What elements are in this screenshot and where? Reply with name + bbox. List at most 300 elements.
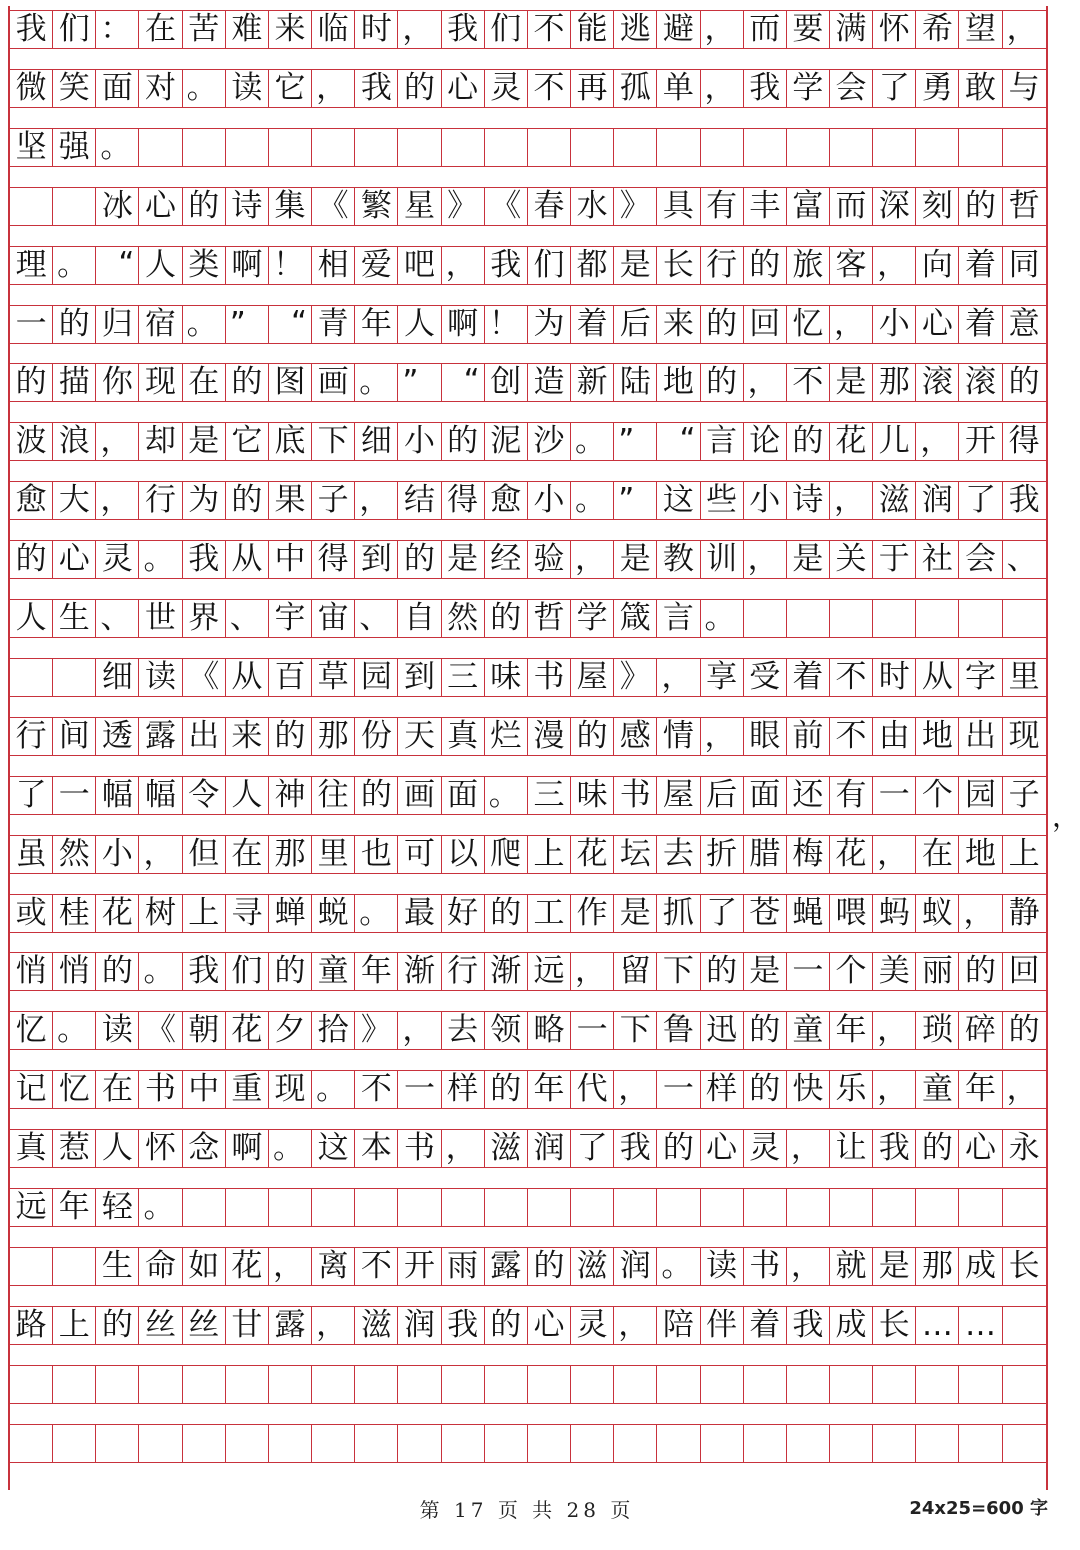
grid-cell: [657, 1189, 700, 1226]
grid-cell: [312, 1366, 355, 1403]
grid-cell: “: [442, 364, 485, 401]
grid-cell: 的: [701, 306, 744, 343]
margin-overflow-punctuation: ，: [1052, 800, 1080, 833]
grid-cell: 哲: [1008, 187, 1040, 224]
grid-cell: 去: [442, 1012, 485, 1049]
grid-cell: 训: [701, 541, 744, 578]
grid-cell: 的: [701, 953, 744, 990]
grid-cell: 幅: [96, 777, 139, 814]
grid-cell: 的: [398, 541, 441, 578]
grid-cell: 了: [873, 70, 916, 107]
grid-cell: 上: [1008, 835, 1040, 872]
grid-cell: 望: [959, 11, 1002, 48]
grid-cell: 着: [959, 247, 1002, 284]
grid-cell: 。: [183, 70, 226, 107]
grid-cell: 沙: [528, 423, 571, 460]
grid-cell: 青: [312, 306, 355, 343]
grid-cell: ，: [701, 718, 744, 755]
grid-cell: [355, 1425, 398, 1462]
grid-cell: 露: [269, 1307, 312, 1344]
grid-cell: 面: [96, 70, 139, 107]
grid-cell: 儿: [873, 423, 916, 460]
grid-cell: 润: [614, 1248, 657, 1285]
grid-cell: [10, 1366, 53, 1403]
grid-cell: 行: [442, 953, 485, 990]
grid-cell: 。: [571, 482, 614, 519]
grid-cell: 甘: [226, 1307, 269, 1344]
grid-cell: 惹: [53, 1130, 96, 1167]
grid-cell: ，: [312, 70, 355, 107]
grid-cell: 长: [657, 247, 700, 284]
grid-cell: 永: [1008, 1130, 1040, 1167]
grid-cell: ”: [614, 482, 657, 519]
grid-cell: ，: [787, 1248, 830, 1285]
grid-cell: [873, 129, 916, 166]
grid-cell: [10, 659, 53, 696]
grid-cell: [269, 1189, 312, 1226]
grid-cell: 然: [53, 836, 96, 873]
grid-cell: [1003, 1307, 1046, 1344]
grid-cell: ，: [96, 423, 139, 460]
grid-cell: 波: [10, 423, 53, 460]
grid-cell: 生: [53, 600, 96, 637]
grid-cell: …: [916, 1307, 959, 1344]
grid-cell: 。: [485, 777, 528, 814]
grid-cell: 拾: [312, 1012, 355, 1049]
grid-cell: 小: [528, 482, 571, 519]
grid-cell: 春: [528, 188, 571, 225]
grid-cell: 蚂: [873, 895, 916, 932]
grid-cell: ，: [139, 836, 182, 873]
grid-cell: 深: [873, 188, 916, 225]
grid-cell: 现: [269, 1071, 312, 1108]
grid-cell: 润: [398, 1307, 441, 1344]
grid-cell: 验: [528, 541, 571, 578]
grid-cell: 泥: [485, 423, 528, 460]
grid-cell: 是: [442, 541, 485, 578]
grid-cell: 润: [916, 482, 959, 519]
grid-cell: 那: [916, 1248, 959, 1285]
grid-cell: 的: [744, 247, 787, 284]
grid-cell: 社: [916, 541, 959, 578]
grid-cell: 。: [139, 953, 182, 990]
grid-cell: 图: [269, 364, 312, 401]
grid-cell: 好: [442, 895, 485, 932]
grid-cell: 的: [53, 306, 96, 343]
grid-row: [10, 1306, 1046, 1345]
grid-cell: 是: [614, 895, 657, 932]
grid-cell: 丰: [744, 188, 787, 225]
grid-cell: [571, 1189, 614, 1226]
grid-cell: 细: [355, 423, 398, 460]
grid-cell: 后: [614, 306, 657, 343]
grid-cell: 心: [53, 541, 96, 578]
grid-cell: 的: [485, 600, 528, 637]
grid-cell: 然: [442, 600, 485, 637]
grid-cell: 年: [830, 1012, 873, 1049]
grid-cell: 果: [269, 482, 312, 519]
grid-cell: 令: [183, 777, 226, 814]
grid-cell: 界: [183, 600, 226, 637]
grid-cell: 这: [312, 1130, 355, 1167]
grid-cell: 心: [701, 1130, 744, 1167]
grid-cell: 》: [614, 188, 657, 225]
grid-cell: 面: [442, 777, 485, 814]
grid-cell: 哲: [528, 600, 571, 637]
grid-cell: 间: [53, 718, 96, 755]
grid-cell: 子: [1008, 776, 1040, 813]
grid-cell: [485, 1425, 528, 1462]
grid-cell: 留: [614, 953, 657, 990]
grid-cell: 灵: [744, 1130, 787, 1167]
grid-cell: 上: [183, 895, 226, 932]
grid-cell: [398, 129, 441, 166]
grid-cell: 希: [916, 11, 959, 48]
grid-cell: [528, 1189, 571, 1226]
grid-cell: 渐: [485, 953, 528, 990]
grid-cell: 后: [701, 777, 744, 814]
grid-cell: 出: [959, 718, 1002, 755]
grid-cell: 让: [830, 1130, 873, 1167]
grid-cell: 份: [355, 718, 398, 755]
grid-cell: 意: [1008, 305, 1040, 342]
grid-cell: 。: [571, 423, 614, 460]
grid-cell: 丝: [183, 1307, 226, 1344]
grid-cell: 可: [398, 836, 441, 873]
grid-row: [10, 1247, 1046, 1286]
grid-cell: 大: [53, 482, 96, 519]
grid-cell: 渐: [398, 953, 441, 990]
grid-cell: 浪: [53, 423, 96, 460]
grid-cell: [183, 1366, 226, 1403]
grid-cell: 我: [787, 1307, 830, 1344]
grid-cell: 《: [139, 1012, 182, 1049]
grid-cell: 来: [226, 718, 269, 755]
grid-row: [10, 481, 1046, 520]
grid-cell: 寻: [226, 895, 269, 932]
grid-cell: 透: [96, 718, 139, 755]
grid-cell: 花: [830, 836, 873, 873]
grid-row: [10, 10, 1046, 49]
grid-cell: 去: [657, 836, 700, 873]
grid-cell: 我: [614, 1130, 657, 1167]
grid-cell: ，: [787, 1130, 830, 1167]
grid-cell: 还: [787, 777, 830, 814]
grid-cell: 我: [183, 953, 226, 990]
grid-cell: 难: [226, 11, 269, 48]
grid-row: [10, 894, 1046, 933]
grid-cell: 。: [657, 1248, 700, 1285]
grid-cell: 到: [355, 541, 398, 578]
grid-cell: 人: [398, 306, 441, 343]
grid-cell: 那: [269, 836, 312, 873]
grid-cell: 蝇: [787, 895, 830, 932]
grid-cell: 忆: [10, 1012, 53, 1049]
grid-cell: 年: [355, 953, 398, 990]
grid-cell: 。: [183, 306, 226, 343]
grid-cell: 的: [269, 953, 312, 990]
grid-cell: 的: [269, 718, 312, 755]
grid-cell: 夕: [269, 1012, 312, 1049]
grid-cell: 露: [485, 1248, 528, 1285]
grid-cell: 避: [657, 11, 700, 48]
grid-cell: 如: [183, 1248, 226, 1285]
grid-cell: 底: [269, 423, 312, 460]
grid-cell: 的: [959, 188, 1002, 225]
grid-cell: 富: [787, 188, 830, 225]
grid-cell: 也: [355, 836, 398, 873]
grid-row: [10, 776, 1046, 815]
grid-cell: 折: [701, 836, 744, 873]
grid-cell: ：: [96, 11, 139, 48]
grid-cell: 子: [312, 482, 355, 519]
grid-cell: [528, 129, 571, 166]
grid-cell: ”: [398, 364, 441, 401]
grid-cell: 味: [485, 659, 528, 696]
grid-cell: [916, 600, 959, 637]
grid-cell: 是: [183, 423, 226, 460]
grid-cell: 怀: [873, 11, 916, 48]
grid-cell: 不: [830, 718, 873, 755]
grid-cell: 字: [959, 659, 1002, 696]
grid-cell: 园: [959, 777, 1002, 814]
grid-cell: 》: [614, 659, 657, 696]
grid-row: [10, 1011, 1046, 1050]
grid-row: [10, 1365, 1046, 1404]
grid-cell: [312, 1425, 355, 1462]
grid-cell: 《: [183, 659, 226, 696]
grid-cell: [787, 1189, 830, 1226]
grid-cell: 伴: [701, 1307, 744, 1344]
grid-cell: ，: [873, 1071, 916, 1108]
grid-cell: [226, 1425, 269, 1462]
grid-cell: 的: [96, 1307, 139, 1344]
grid-cell: 忆: [787, 306, 830, 343]
grid-cell: 我: [873, 1130, 916, 1167]
grid-cell: [269, 1425, 312, 1462]
grid-cell: [1003, 129, 1046, 166]
grid-cell: 漫: [528, 718, 571, 755]
grid-cell: 回: [1008, 953, 1040, 990]
grid-cell: 人: [139, 247, 182, 284]
grid-cell: 愈: [485, 482, 528, 519]
grid-cell: 或: [10, 895, 53, 932]
grid-cell: 是: [873, 1248, 916, 1285]
grid-cell: [398, 1366, 441, 1403]
grid-cell: 、: [96, 600, 139, 637]
grid-cell: 从: [226, 659, 269, 696]
grid-cell: 不: [787, 364, 830, 401]
grid-cell: 与: [1008, 69, 1040, 106]
grid-cell: 我: [744, 70, 787, 107]
grid-cell: 是: [614, 541, 657, 578]
grid-cell: 忆: [53, 1071, 96, 1108]
grid-cell: 的: [1008, 364, 1040, 401]
grid-row: [10, 1129, 1046, 1168]
grid-cell: 眼: [744, 718, 787, 755]
grid-cell: [830, 129, 873, 166]
grid-cell: 一: [53, 777, 96, 814]
grid-cell: 工: [528, 895, 571, 932]
grid-cell: 有: [701, 188, 744, 225]
grid-cell: ，: [614, 1071, 657, 1108]
grid-cell: ，: [873, 1012, 916, 1049]
grid-cell: …: [959, 1307, 1002, 1344]
grid-cell: 了: [571, 1130, 614, 1167]
grid-cell: 、: [226, 600, 269, 637]
grid-cell: 读: [701, 1248, 744, 1285]
page-footer: [0, 1494, 1080, 1524]
grid-cell: “: [96, 247, 139, 284]
grid-cell: 感: [614, 718, 657, 755]
grid-cell: 路: [10, 1307, 53, 1344]
grid-cell: [959, 1425, 1002, 1462]
grid-cell: 丽: [916, 953, 959, 990]
grid-cell: [485, 129, 528, 166]
grid-cell: 滚: [959, 364, 1002, 401]
grid-cell: [744, 1189, 787, 1226]
grid-cell: 啊: [226, 247, 269, 284]
grid-cell: 滋: [571, 1248, 614, 1285]
grid-cell: 。: [53, 247, 96, 284]
grid-cell: 不: [528, 11, 571, 48]
grid-cell: 的: [96, 953, 139, 990]
grid-cell: 时: [355, 11, 398, 48]
grid-cell: 却: [139, 423, 182, 460]
grid-cell: [916, 1425, 959, 1462]
grid-cell: 不: [355, 1248, 398, 1285]
grid-cell: [442, 1189, 485, 1226]
grid-cell: [787, 129, 830, 166]
grid-cell: ，: [96, 482, 139, 519]
grid-cell: 的: [701, 364, 744, 401]
grid-cell: [830, 1425, 873, 1462]
grid-cell: 画: [398, 777, 441, 814]
grid-row: [10, 422, 1046, 461]
grid-cell: 的: [787, 423, 830, 460]
grid-cell: 作: [571, 895, 614, 932]
grid-cell: [959, 1366, 1002, 1403]
grid-cell: [873, 600, 916, 637]
grid-cell: 出: [183, 718, 226, 755]
grid-cell: 但: [183, 836, 226, 873]
grid-cell: 书: [139, 1071, 182, 1108]
grid-cell: [744, 1425, 787, 1462]
grid-cell: 了: [10, 777, 53, 814]
grid-cell: 现: [1008, 717, 1040, 754]
grid-cell: 宙: [312, 600, 355, 637]
grid-cell: 行: [10, 718, 53, 755]
grid-row: [10, 658, 1046, 697]
grid-cell: 童: [916, 1071, 959, 1108]
grid-cell: 对: [139, 70, 182, 107]
grid-cell: 的: [657, 1130, 700, 1167]
grid-cell: 草: [312, 659, 355, 696]
grid-cell: 露: [139, 718, 182, 755]
grid-cell: [701, 1189, 744, 1226]
grid-cell: [614, 1189, 657, 1226]
grid-row: [10, 1424, 1046, 1463]
grid-cell: 向: [916, 247, 959, 284]
grid-cell: [485, 1189, 528, 1226]
grid-cell: 样: [701, 1071, 744, 1108]
grid-cell: [269, 1366, 312, 1403]
grid-cell: 。: [53, 1012, 96, 1049]
grid-cell: ，: [442, 1130, 485, 1167]
grid-cell: 坛: [614, 836, 657, 873]
grid-cell: 灵: [571, 1307, 614, 1344]
grid-cell: 客: [830, 247, 873, 284]
grid-cell: 的: [571, 718, 614, 755]
grid-cell: [528, 1366, 571, 1403]
grid-cell: 百: [269, 659, 312, 696]
grid-cell: 悄: [10, 953, 53, 990]
grid-cell: 而: [744, 11, 787, 48]
grid-row: [10, 305, 1046, 344]
grid-cell: 创: [485, 364, 528, 401]
grid-cell: ，: [355, 482, 398, 519]
grid-cell: 些: [701, 482, 744, 519]
grid-cell: 三: [442, 659, 485, 696]
grid-cell: [916, 1366, 959, 1403]
grid-cell: 箴: [614, 600, 657, 637]
grid-cell: 小: [873, 306, 916, 343]
grid-cell: 怀: [139, 1130, 182, 1167]
grid-cell: 屋: [657, 777, 700, 814]
grid-cell: 得: [1008, 423, 1040, 460]
grid-cell: 勇: [916, 70, 959, 107]
grid-cell: 是: [830, 364, 873, 401]
grid-cell: 有: [830, 777, 873, 814]
grid-cell: [657, 1366, 700, 1403]
grid-cell: ，: [744, 364, 787, 401]
grid-cell: [959, 1189, 1002, 1226]
grid-cell: 旅: [787, 247, 830, 284]
grid-cell: 童: [312, 953, 355, 990]
grid-cell: 在: [226, 836, 269, 873]
grid-cell: 世: [139, 600, 182, 637]
grid-cell: 为: [528, 306, 571, 343]
grid-cell: 读: [226, 70, 269, 107]
grid-cell: 宇: [269, 600, 312, 637]
grid-cell: 蚁: [916, 895, 959, 932]
grid-cell: 真: [10, 1130, 53, 1167]
grid-cell: 们: [485, 11, 528, 48]
grid-cell: 。: [701, 600, 744, 637]
grid-cell: 地: [657, 364, 700, 401]
grid-cell: 。: [139, 541, 182, 578]
grid-cell: 着: [787, 659, 830, 696]
grid-cell: [614, 129, 657, 166]
grid-cell: 都: [571, 247, 614, 284]
grid-cell: 远: [528, 953, 571, 990]
grid-cell: [442, 1425, 485, 1462]
grid-cell: [442, 129, 485, 166]
grid-cell: 花: [96, 895, 139, 932]
grid-cell: 临: [312, 11, 355, 48]
grid-cell: 要: [787, 11, 830, 48]
grid-cell: [312, 1189, 355, 1226]
grid-cell: 着: [959, 306, 1002, 343]
grid-cell: 我: [355, 70, 398, 107]
grid-cell: 我: [442, 11, 485, 48]
grid-cell: 回: [744, 306, 787, 343]
grid-cell: [183, 129, 226, 166]
grid-cell: 归: [96, 306, 139, 343]
grid-cell: 书: [528, 659, 571, 696]
grid-cell: 的: [485, 895, 528, 932]
grid-cell: 言: [657, 600, 700, 637]
